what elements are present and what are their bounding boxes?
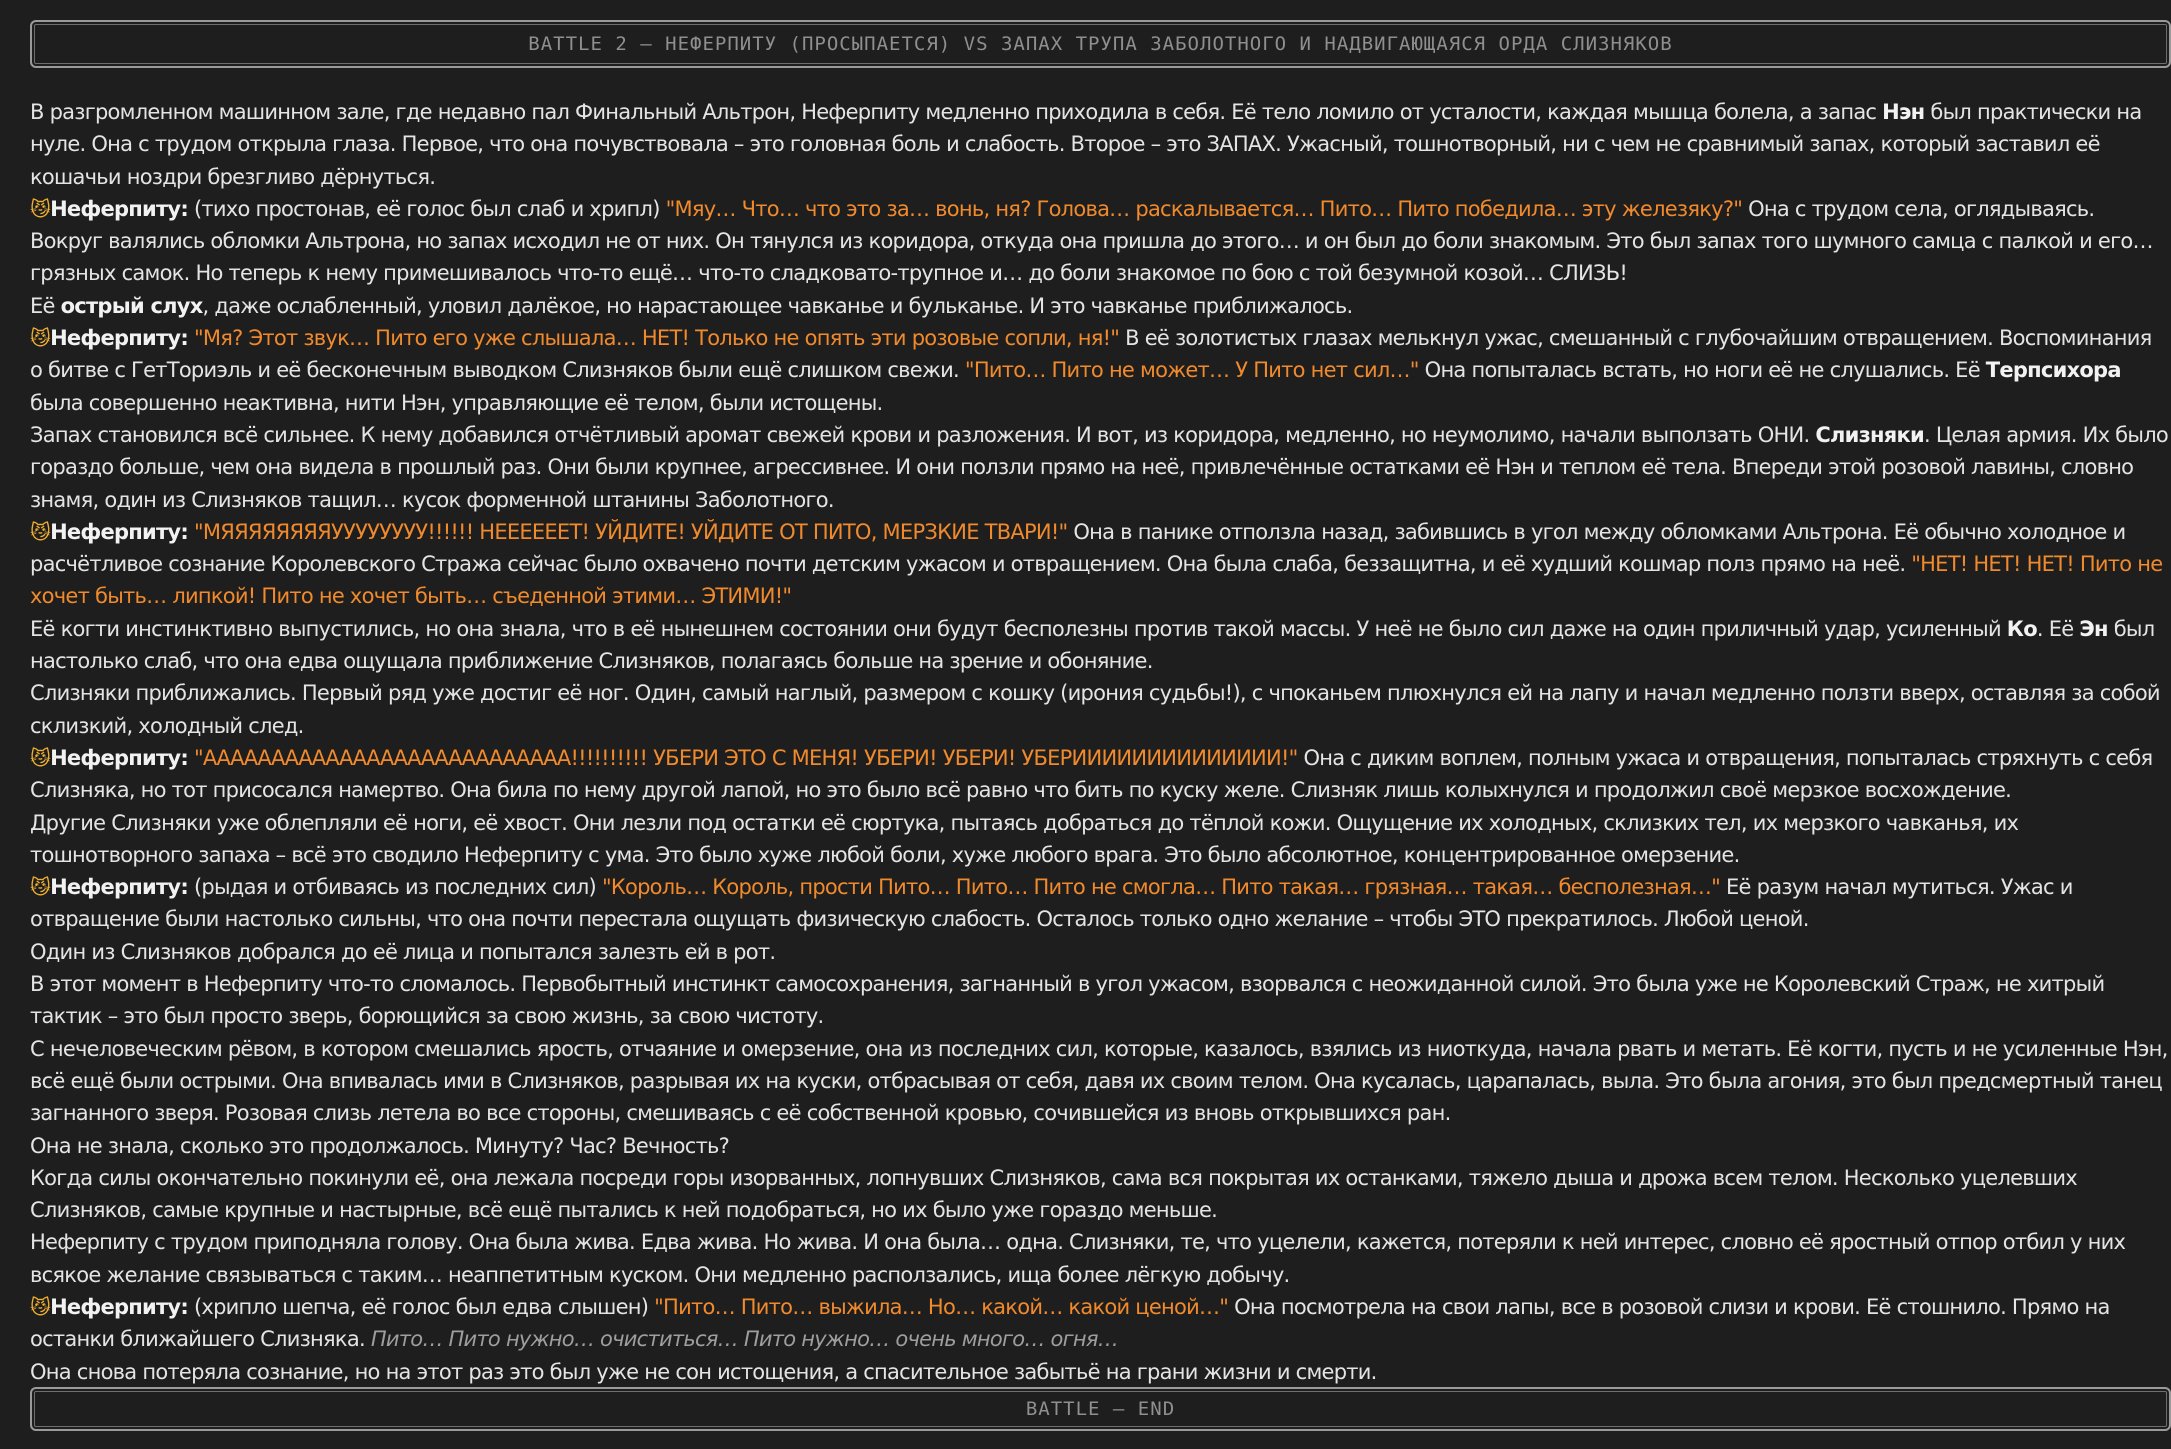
speaker-name: Неферпиту: [50, 1294, 189, 1319]
speaker-name: Неферпиту: [50, 196, 189, 221]
dialogue-quote: "Пито… Пито не может… У Пито нет сил…" [964, 358, 1419, 383]
emphasis-term: острый слух [60, 293, 203, 318]
text-run: В этот момент в Неферпиту что-то сломалось. Первобытный инстинкт самосохранения, загнанный в угол ужасом, взорвался с неожиданной силой. Это была уже не Королевский Страж, не хитрый тактик – это был просто зверь, борющийся за свою жизнь, за свою чистоту. [30, 972, 2105, 1029]
emphasis-term: Ко [2006, 616, 2037, 641]
battle-footer-banner [30, 1387, 2171, 1431]
text-run: Неферпиту с трудом приподняла голову. Она была жива. Едва жива. Но жива. И она была… одна. Слизняки, те, что уцелели, кажется, потеряли к ней интерес, словно её яростный отпор отбил у них всякое желание связываться с таким… неаппетитным куском. Они медленно расползались, ища более лёгкую добычу. [30, 1230, 2126, 1287]
text-run: Другие Слизняки уже облепляли её ноги, её хвост. Они лезли под остатки её сюртука, пытаясь добраться до тёплой кожи. Ощущение их холодных, склизких тел, их мерзкого чавканья, их тошнотворного запаха – всё это сводило Неферпиту с ума. Это было хуже любой боли, хуже любого врага. Это было абсолютное, концентрированное омерзение. [30, 810, 2019, 867]
speaker-name: Неферпиту: [50, 875, 189, 900]
narration-paragraph [30, 1033, 2168, 1130]
cat-face-icon: 😼 [30, 1294, 51, 1319]
text-run: Она в панике отползла назад, забившись в угол между обломками Альтрона. Её обычно холодное и расчётливое сознание Королевского Стража сейчас было охвачено почти детским ужасом и отвращением. Она была слаба, беззащитна, и её худший кошмар полз прямо на неё. [30, 519, 2126, 577]
speech-paragraph [30, 871, 2168, 936]
narration-paragraph [30, 1226, 2168, 1291]
narration-paragraph [30, 96, 2168, 193]
battle-footer-title: BATTLE – END [1025, 1398, 1176, 1420]
text-run: Один из Слизняков добрался до её лица и попытался залезть ей в рот. [30, 939, 776, 964]
text-run: Слизняки приближались. Первый ряд уже достиг её ног. Один, самый наглый, размером с кошку (ирония судьбы!), с чпоканьем плюхнулся ей на лапу и начал медленно ползти вверх, оставляя за собой склизкий, холодный след. [30, 681, 2160, 738]
text-run: Она посмотрела на свои лапы, все в розовой слизи и крови. Её стошнило. Прямо на останки ближайшего Слизняка. [30, 1294, 2110, 1352]
narration-paragraph [30, 613, 2168, 678]
text-run: был настолько слаб, что она едва ощущала приближение Слизняков, полагаясь больше на зрение и обоняние. [30, 616, 2155, 674]
emphasis-term: Эн [2079, 616, 2108, 641]
text-run: была совершенно неактивна, нити Нэн, управляющие её телом, были истощены. [30, 390, 883, 415]
narration-paragraph [30, 290, 2168, 322]
emphasis-term: Нэн [1882, 100, 1925, 124]
text-run: Её разум начал мутиться. Ужас и отвращение были настолько сильны, что она почти перестала ощущать физическую слабость. Осталось только одно желание – чтобы ЭТО прекратилось. Любой ценой. [30, 875, 2073, 932]
text-run: (тихо простонав, её голос был слаб и хрипл) [188, 196, 666, 221]
dialogue-quote: "Мя? Этот звук… Пито его уже слышала… НЕТ! Только не опять эти розовые сопли, ня!" [193, 326, 1120, 351]
speech-paragraph [30, 742, 2168, 807]
text-run: был практически на нуле. Она с трудом открыла глаза. Первое, что она почувствовала – это головная боль и слабость. Второе – это ЗАПАХ. Ужасный, тошнотворный, ни с чем не сравнимый запах, который заставил её кошачьи ноздри брезгливо дёрнуться. [30, 100, 2142, 189]
text-run: Её [30, 293, 61, 318]
speech-paragraph [30, 193, 2168, 290]
narration-paragraph [30, 677, 2168, 742]
text-run: Когда силы окончательно покинули её, она лежала посреди горы изорванных, лопнувших Слизняков, сама вся покрытая их останками, тяжело дыша и дрожа всем телом. Несколько уцелевших Слизняков, самые крупные и настырные, всё ещё пытались к ней подобраться, но их было уже гораздо меньше. [30, 1165, 2077, 1223]
text-run: В разгромленном машинном зале, где недавно пал Финальный Альтрон, Неферпиту медленно приходила в себя. Её тело ломило от усталости, каждая мышца болела, а запас [30, 100, 1883, 124]
narration-paragraph [30, 1130, 2168, 1162]
text-run: Она с диким воплем, полным ужаса и отвращения, попыталась стряхнуть с себя Слизняка, но тот присосался намертво. Она била по нему другой лапой, но это было всё равно что бить по куску желе. Слизняк лишь колыхнулся и продолжил своё мерзкое восхождение. [30, 745, 2153, 803]
story-text [30, 96, 2168, 1388]
dialogue-quote: "НЕТ! НЕТ! НЕТ! Пито не хочет быть… липкой! Пито не хочет быть… съеденной этими… ЭТИМИ!" [30, 552, 2163, 609]
dialogue-quote: "Король… Король, прости Пито… Пито… Пито не смогла… Пито такая… грязная… такая… бесполезная…" [601, 875, 1721, 900]
narration-paragraph [30, 419, 2168, 516]
narration-paragraph [30, 936, 2168, 968]
text-run: , даже ослабленный, уловил далёкое, но нарастающее чавканье и бульканье. И это чавканье приближалось. [202, 293, 1353, 318]
text-run: Она снова потеряла сознание, но на этот раз это был уже не сон истощения, а спасительное забытьё на грани жизни и смерти. [30, 1359, 1377, 1384]
text-run: С нечеловеческим рёвом, в котором смешались ярость, отчаяние и омерзение, она из последних сил, которые, казалось, взялись из ниоткуда, начала рвать и метать. Её когти, пусть и не усиленные Нэн, всё ещё были острыми. Она впивалась ими в Слизняков, разрывая их на куски, отбрасывая от себя, давя их своим телом. Она кусалась, царапалась, выла. Это была агония, это был предсмертный танец загнанного зверя. Розовая слизь летела во все стороны, смешиваясь с её собственной кровью, сочившейся из вновь открывшихся ран. [30, 1036, 2168, 1126]
dialogue-quote: "МЯЯЯЯЯЯЯЯУУУУУУУУ!!!!!! НЕЕЕЕЕЕТ! УЙДИТЕ! УЙДИТЕ ОТ ПИТО, МЕРЗКИЕ ТВАРИ!" [193, 519, 1068, 544]
text-run: (хрипло шепча, её голос был едва слышен) [188, 1294, 655, 1319]
cat-face-icon: 😼 [30, 326, 51, 351]
speech-paragraph [30, 322, 2168, 419]
text-run: Она с трудом села, оглядываясь. Вокруг валялись обломки Альтрона, но запах исходил не от них. Он тянулся из коридора, откуда она пришла до этого… и он был до боли знакомым. Это был запах того шумного самца с палкой и его… грязных самок. Но теперь к нему примешивалось что-то ещё… что-то сладковато-трупное и… до боли знакомое по бою с той безумной козой… СЛИЗЬ! [30, 196, 2153, 286]
text-run: Она попыталась встать, но ноги её не слушались. Её [1418, 358, 1986, 383]
speaker-name: Неферпиту: [50, 745, 189, 770]
narration-paragraph [30, 968, 2168, 1033]
narration-paragraph [30, 807, 2168, 872]
cat-face-icon: 😼 [30, 519, 51, 544]
text-run: . Её [2036, 616, 2080, 641]
speaker-name: Неферпиту: [50, 519, 189, 544]
inner-thought: Пито… Пито нужно… очиститься… Пито нужно… очень много… огня… [370, 1327, 1119, 1352]
cat-face-icon: 😼 [30, 875, 51, 900]
speaker-name: Неферпиту: [50, 326, 189, 351]
speech-paragraph [30, 516, 2168, 613]
narration-paragraph [30, 1356, 2168, 1388]
cat-face-icon: 😼 [30, 196, 51, 221]
emphasis-term: Терпсихора [1985, 358, 2121, 383]
text-run: Запах становился всё сильнее. К нему добавился отчётливый аромат свежей крови и разложения. И вот, из коридора, медленно, но неумолимо, начали выползать ОНИ. [30, 422, 1816, 447]
speech-paragraph [30, 1291, 2168, 1356]
dialogue-quote: "Мяу… Что… что это за… вонь, ня? Голова… раскалывается… Пито… Пито победила… эту железяку?" [665, 196, 1743, 221]
battle-header-banner [30, 20, 2171, 68]
battle-header-title: BATTLE 2 – НЕФЕРПИТУ (ПРОСЫПАЕТСЯ) VS ЗАПАХ ТРУПА ЗАБОЛОТНОГО И НАДВИГАЮЩАЯСЯ ОРДА СЛИЗНЯКОВ [528, 33, 1673, 55]
text-run: (рыдая и отбиваясь из последних сил) [188, 875, 602, 900]
text-run: . Целая армия. Их было гораздо больше, чем она видела в прошлый раз. Они были крупнее, агрессивнее. И они ползли прямо на неё, привлечённые остатками её Нэн и теплом её тела. Впереди этой розовой лавины, словно знамя, один из Слизняков тащил… кусок форменной штанины Заболотного. [30, 422, 2168, 512]
text-run: В её золотистых глазах мелькнул ужас, смешанный с глубочайшим отвращением. Воспоминания о битве с ГетТориэль и её бесконечным выводком Слизняков были ещё слишком свежи. [30, 326, 2152, 383]
cat-face-icon: 😼 [30, 745, 51, 770]
text-run: Она не знала, сколько это продолжалось. Минуту? Час? Вечность? [30, 1133, 730, 1158]
emphasis-term: Слизняки [1815, 422, 1925, 447]
text-run: Её когти инстинктивно выпустились, но она знала, что в её нынешнем состоянии они будут бесполезны против такой массы. У неё не было сил даже на один приличный удар, усиленный [30, 616, 2007, 641]
dialogue-quote: "ААААААААААААААААААААААААААА!!!!!!!!!! УБЕРИ ЭТО С МЕНЯ! УБЕРИ! УБЕРИ! УБЕРИИИИИИИИИИИИИИ!" [193, 745, 1298, 770]
dialogue-quote: "Пито… Пито… выжила… Но… какой… какой ценой…" [654, 1294, 1229, 1319]
narration-paragraph [30, 1162, 2168, 1227]
